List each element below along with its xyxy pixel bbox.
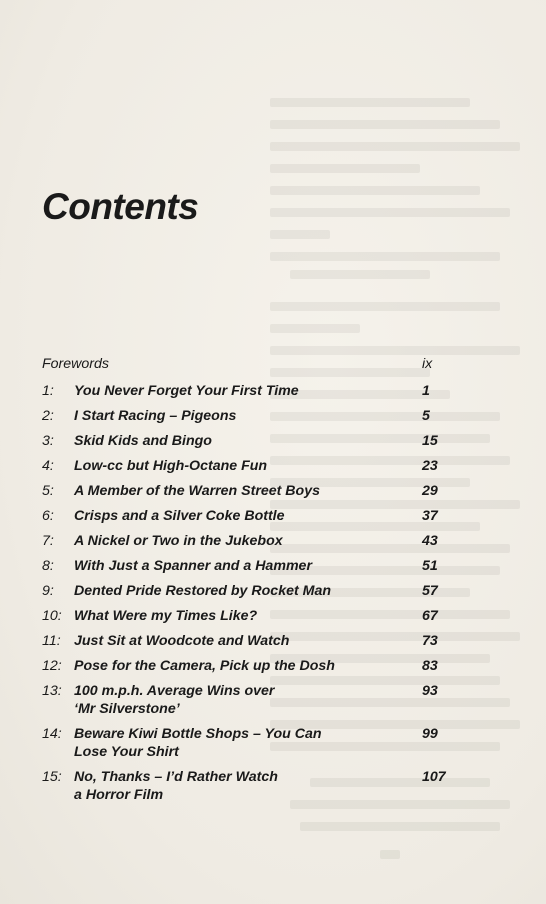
page-number: 93 <box>422 683 438 699</box>
page-number: 23 <box>422 458 438 474</box>
page-title: Contents <box>42 186 199 227</box>
chapter-title: Low-cc but High-Octane Fun <box>74 458 268 474</box>
toc-entry <box>42 532 462 550</box>
chapter-title: Beware Kiwi Bottle Shops – You Can Lose Your Shirt <box>74 726 322 760</box>
chapter-title: A Member of the Warren Street Boys <box>74 483 320 499</box>
chapter-title: You Never Forget Your First Time <box>74 383 299 399</box>
chapter-number: 13: <box>42 683 62 699</box>
chapter-title: Forewords <box>42 356 110 372</box>
page-number: 5 <box>422 408 430 424</box>
chapter-number: 9: <box>42 583 54 599</box>
toc-entry <box>42 582 462 600</box>
toc-entry <box>42 382 462 400</box>
page-number: 67 <box>422 608 438 624</box>
page-number: 107 <box>422 769 446 785</box>
chapter-title: With Just a Spanner and a Hammer <box>74 558 312 574</box>
toc-entry <box>42 432 462 450</box>
toc-entry <box>42 682 462 718</box>
chapter-number: 6: <box>42 508 54 524</box>
toc-entry <box>42 355 462 373</box>
page-number: 99 <box>422 726 438 742</box>
page-number: 29 <box>422 483 438 499</box>
page-number: 15 <box>422 433 438 449</box>
toc-entry <box>42 557 462 575</box>
chapter-number: 15: <box>42 769 62 785</box>
chapter-number: 4: <box>42 458 54 474</box>
table-of-contents <box>42 355 462 811</box>
chapter-number: 1: <box>42 383 54 399</box>
chapter-title: 100 m.p.h. Average Wins over ‘Mr Silverstone’ <box>74 683 275 717</box>
chapter-title: Skid Kids and Bingo <box>74 433 212 449</box>
chapter-number: 3: <box>42 433 54 449</box>
chapter-number: 10: <box>42 608 62 624</box>
chapter-number: 7: <box>42 533 54 549</box>
toc-entry <box>42 632 462 650</box>
chapter-number: 14: <box>42 726 62 742</box>
chapter-number: 11: <box>42 633 61 649</box>
chapter-title: I Start Racing – Pigeons <box>74 408 237 424</box>
toc-entry <box>42 507 462 525</box>
chapter-title: Pose for the Camera, Pick up the Dosh <box>74 658 335 674</box>
chapter-number: 5: <box>42 483 54 499</box>
toc-entry <box>42 725 462 761</box>
chapter-title: A Nickel or Two in the Jukebox <box>74 533 283 549</box>
page-number: ix <box>422 356 433 372</box>
chapter-title: Just Sit at Woodcote and Watch <box>74 633 290 649</box>
page-number: 37 <box>422 508 438 524</box>
toc-entry <box>42 407 462 425</box>
page-number: 57 <box>422 583 438 599</box>
page-number: 73 <box>422 633 438 649</box>
page-number: 1 <box>422 383 430 399</box>
page-number: 83 <box>422 658 438 674</box>
toc-entry <box>42 607 462 625</box>
page-number: 51 <box>422 558 438 574</box>
toc-entry <box>42 657 462 675</box>
chapter-number: 8: <box>42 558 54 574</box>
toc-entry <box>42 482 462 500</box>
page-number: 43 <box>422 533 438 549</box>
chapter-number: 12: <box>42 658 62 674</box>
chapter-title: What Were my Times Like? <box>74 608 258 624</box>
chapter-title: No, Thanks – I’d Rather Watch a Horror Film <box>74 769 278 803</box>
toc-entry <box>42 768 462 804</box>
chapter-number: 2: <box>42 408 54 424</box>
chapter-title: Crisps and a Silver Coke Bottle <box>74 508 285 524</box>
chapter-title: Dented Pride Restored by Rocket Man <box>74 583 332 599</box>
toc-entry <box>42 457 462 475</box>
